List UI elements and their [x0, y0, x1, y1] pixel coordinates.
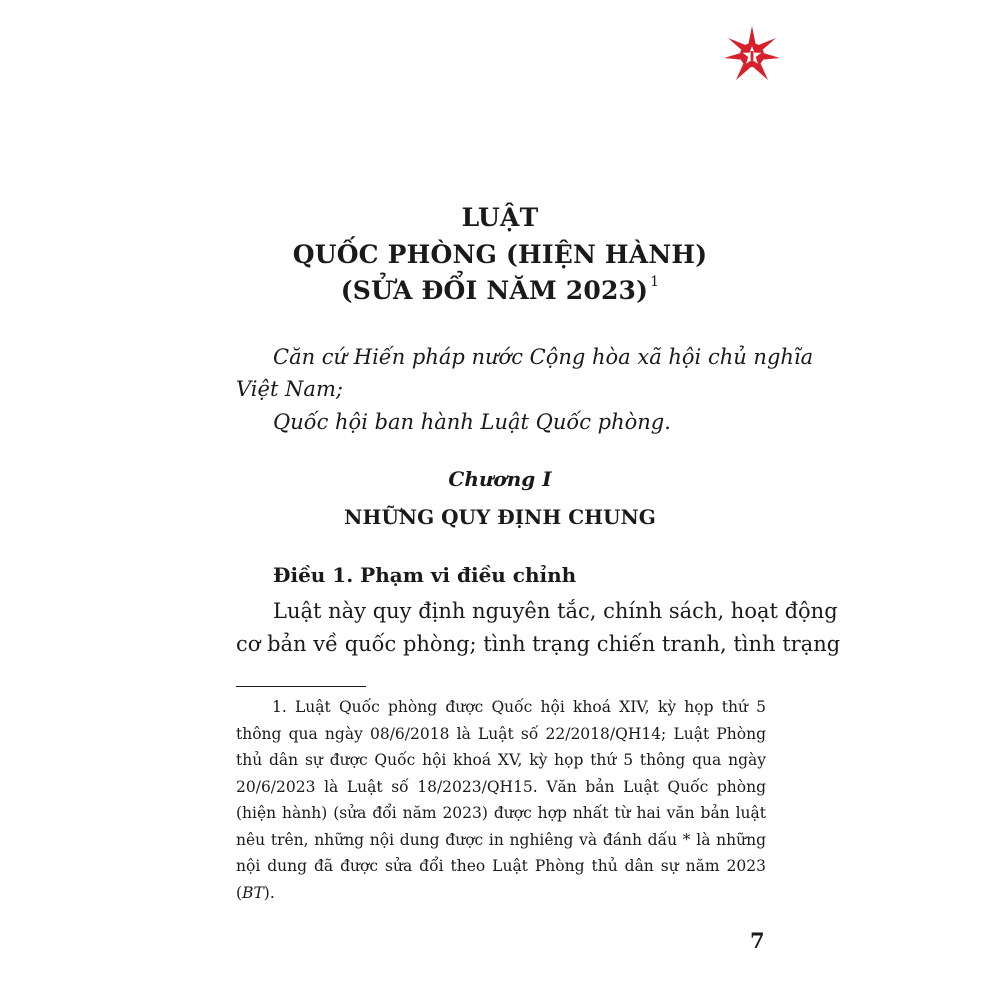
law-title-line3-text: (SỬA ĐỔI NĂM 2023) — [340, 276, 649, 305]
footnote-text: 1. Luật Quốc phòng được Quốc hội khoá XIV, kỳ họp thứ 5 thông qua ngày 08/6/2018 là Luật số 22/2018/QH14; Luật Phòng thủ dân sự được Quốc hội khoá XV, kỳ họp thứ 5 thông qua ngày 20/6/2023 là Luật số 18/2023/QH15. Văn bản Luật Quốc phòng (hiện hành) (sửa đổi năm 2023) được hợp nhất từ hai văn bản luật nêu trên, những nội dung được in nghiêng và đánh dấu * là những nội dung đã được sửa đổi theo Luật Phòng thủ dân sự năm 2023 ( — [236, 698, 766, 902]
preamble-line1: Căn cứ Hiến pháp nước Cộng hòa xã hội chủ nghĩa — [273, 345, 814, 369]
footnote-abbreviation: BT — [242, 883, 264, 902]
article-heading: Điều 1. Phạm vi điều chỉnh — [273, 563, 577, 587]
preamble-line2: Việt Nam; — [236, 377, 343, 401]
footnote-text-end: ). — [263, 883, 275, 902]
preamble-line3: Quốc hội ban hành Luật Quốc phòng. — [273, 410, 671, 434]
footnote-separator — [236, 686, 366, 687]
red-star-emblem-icon — [722, 24, 782, 84]
chapter-title: NHỮNG QUY ĐỊNH CHUNG — [344, 505, 656, 529]
law-title-line3 — [0, 276, 1000, 305]
article-text-line2: cơ bản về quốc phòng; tình trạng chiến tranh, tình trạng — [236, 632, 841, 656]
law-title-line2: QUỐC PHÒNG (HIỆN HÀNH) — [292, 240, 708, 269]
law-title-line1: LUẬT — [461, 203, 539, 232]
footnote-reference: 1 — [650, 274, 660, 290]
page-number: 7 — [750, 928, 765, 953]
article-text-line1: Luật này quy định nguyên tắc, chính sách, hoạt động — [273, 599, 838, 623]
chapter-number: Chương I — [448, 467, 552, 491]
footnote — [236, 694, 766, 906]
